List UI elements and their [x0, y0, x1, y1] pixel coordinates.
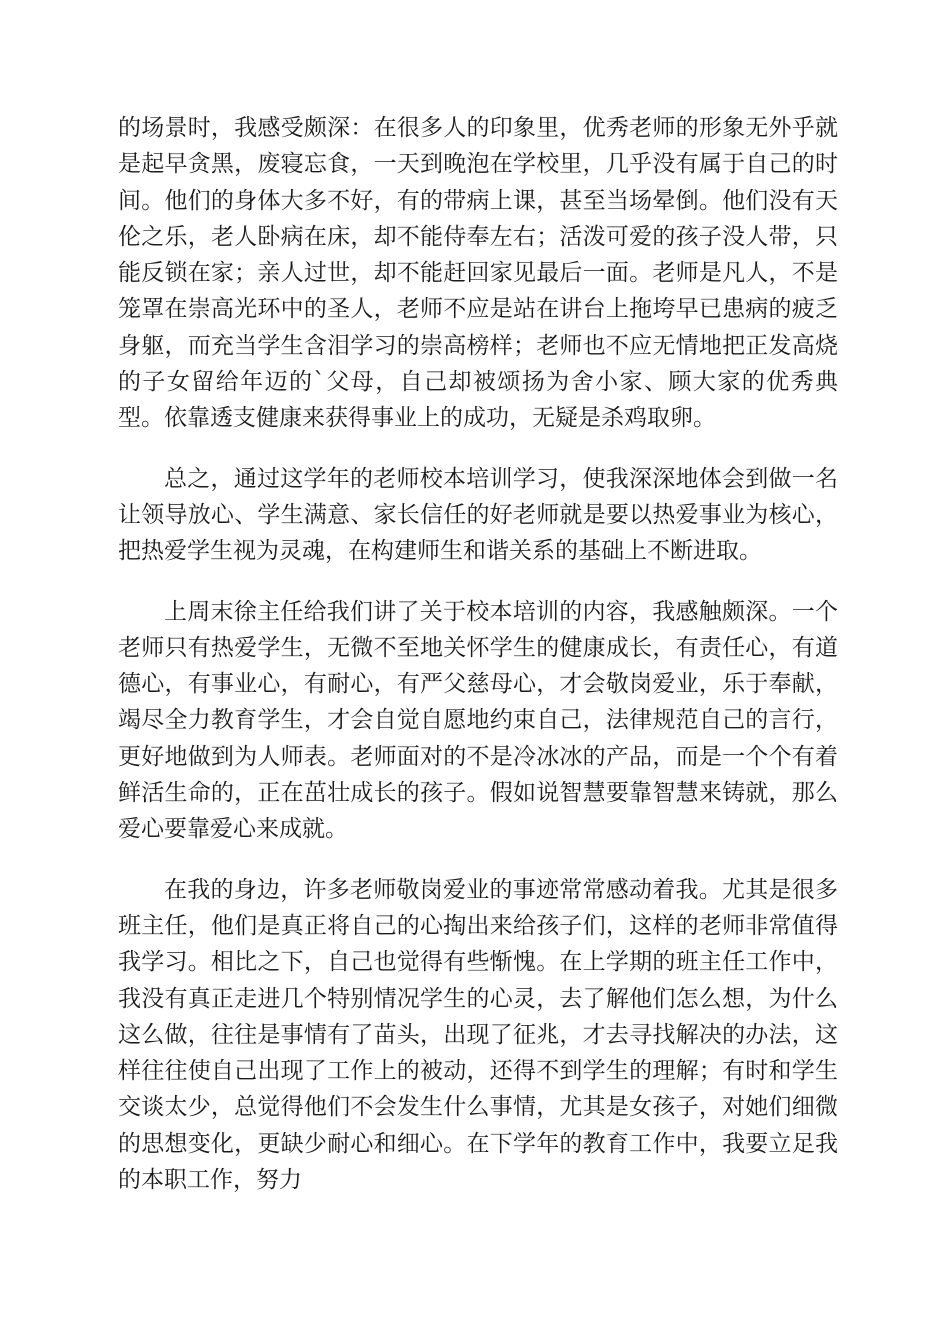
paragraph-1: 的场景时，我感受颇深：在很多人的印象里，优秀老师的形象无外乎就是起早贪黑，废寝忘食，一天到晚泡在学校里，几乎没有属于自己的时间。他们的身体大多不好，有的带病上课，甚至当场晕倒。他们没有天伦之乐，老人卧病在床，却不能侍奉左右；活泼可爱的孩子没人带，只能反锁在家；亲人过世，却不能赶回家见最后一面。老师是凡人，不是笼罩在崇高光环中的圣人，老师不应是站在讲台上拖垮早已患病的疲乏身躯，而充当学生含泪学习的崇高榜样；老师也不应无情地把正发高烧的子女留给年迈的`父母，自己却被颂扬为舍小家、顾大家的优秀典型。依靠透支健康来获得事业上的成功，无疑是杀鸡取卵。: [118, 115, 838, 432]
paragraph-4: 在我的身边，许多老师敬岗爱业的事迹常常感动着我。尤其是很多班主任，他们是真正将自己的心掏出来给孩子们，这样的老师非常值得我学习。相比之下，自己也觉得有些惭愧。在上学期的班主任工作中，我没有真正走进几个特别情况学生的心灵，去了解他们怎么想，为什么这么做，往往是事情有了苗头，出现了征兆，才去寻找解决的办法，这样往往使自己出现了工作上的被动，还得不到学生的理解；有时和学生交谈太少，总觉得他们不会发生什么事情，尤其是女孩子，对她们细微的思想变化，更缺少耐心和细心。在下学年的教育工作中，我要立足我的本职工作，努力: [118, 876, 838, 1194]
paragraph-3: 上周末徐主任给我们讲了关于校本培训的内容，我感触颇深。一个老师只有热爱学生，无微不至地关怀学生的健康成长，有责任心，有道德心，有事业心，有耐心，有严父慈母心，才会敬岗爱业，乐于奉献，竭尽全力教育学生，才会自觉自愿地约束自己，法律规范自己的言行，更好地做到为人师表。老师面对的不是冷冰冰的产品，而是一个个有着鲜活生命的，正在茁壮成长的孩子。假如说智慧要靠智慧来铸就，那么爱心要靠爱心来成就。: [118, 598, 838, 843]
document-body: [118, 110, 838, 1222]
paragraph-2: 总之，通过这学年的老师校本培训学习，使我深深地体会到做一名让领导放心、学生满意、家长信任的好老师就是要以热爱事业为核心，把热爱学生视为灵魂，在构建师生和谐关系的基础上不断进取。: [118, 465, 838, 565]
